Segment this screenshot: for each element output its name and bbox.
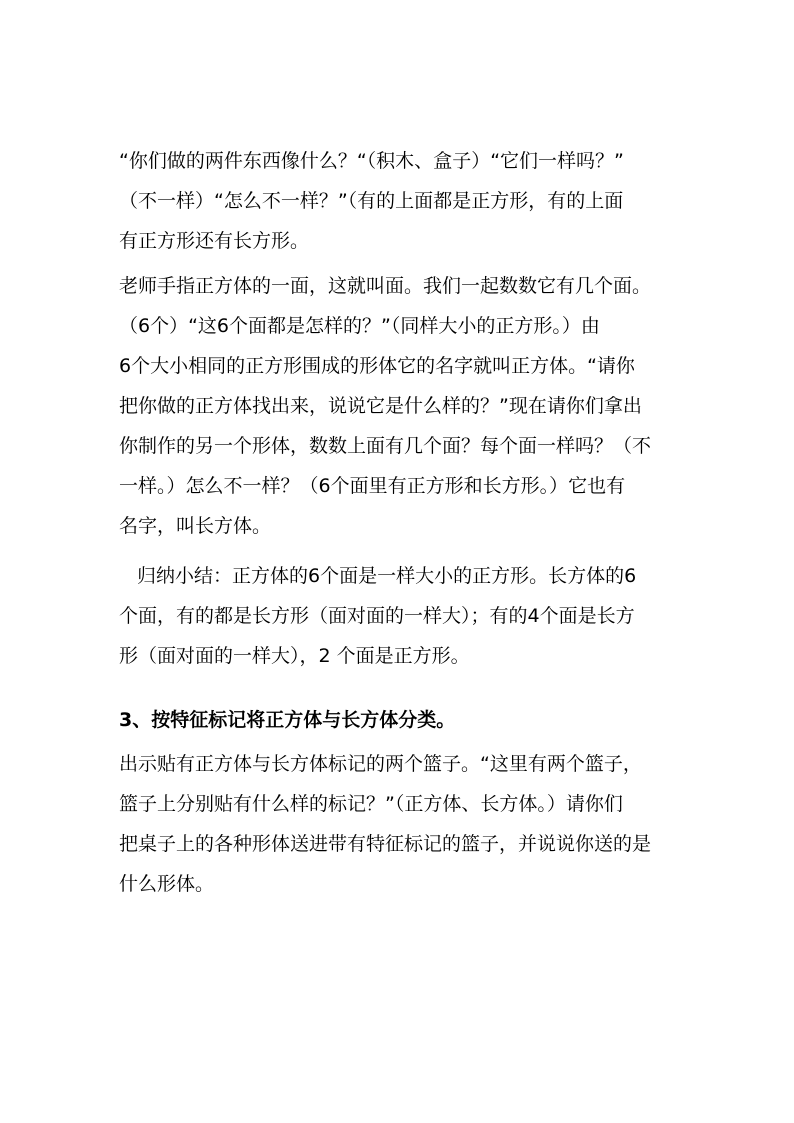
paragraph-line: 你制作的另一个形体，数数上面有几个面？每个面一样吗？（不 <box>119 435 652 457</box>
paragraph-line: 老师手指正方体的一面，这就叫面。我们一起数数它有几个面。 <box>119 275 652 297</box>
paragraph-line: “你们做的两件东西像什么？“（积木、盒子）“它们一样吗？” <box>119 150 624 172</box>
paragraph-line: 名字，叫长方体。 <box>119 515 272 537</box>
paragraph-line: 把你做的正方体找出来，说说它是什么样的？”现在请你们拿出 <box>119 395 642 417</box>
section-heading: 3、按特征标记将正方体与长方体分类。 <box>119 709 456 731</box>
summary-line: 归纳小结：正方体的6个面是一样大小的正方形。长方体的6 <box>137 565 637 587</box>
paragraph-line: 篮子上分别贴有什么样的标记？”（正方体、长方体。）请你们 <box>119 793 623 815</box>
paragraph-line: （6个）“这6个面都是怎样的？”（同样大小的正方形。）由 <box>119 315 600 337</box>
paragraph-line: 什么形体。 <box>119 873 215 895</box>
summary-line: 个面，有的都是长方形（面对面的一样大）；有的4个面是长方 <box>119 605 635 627</box>
paragraph-line: （不一样）“怎么不一样？”（有的上面都是正方形，有的上面 <box>119 190 624 212</box>
paragraph-line: 有正方形还有长方形。 <box>119 230 310 252</box>
paragraph-line: 把桌子上的各种形体送进带有特征标记的篮子，并说说你送的是 <box>119 833 652 855</box>
paragraph-line: 6个大小相同的正方形围成的形体它的名字就叫正方体。“请你 <box>119 355 635 377</box>
summary-line: 形（面对面的一样大），2 个面是正方形。 <box>119 645 470 667</box>
paragraph-line: 出示贴有正方体与长方体标记的两个篮子。“这里有两个篮子， <box>119 753 642 775</box>
paragraph-line: 一样。）怎么不一样？（6个面里有正方形和长方形。）它也有 <box>119 475 626 497</box>
